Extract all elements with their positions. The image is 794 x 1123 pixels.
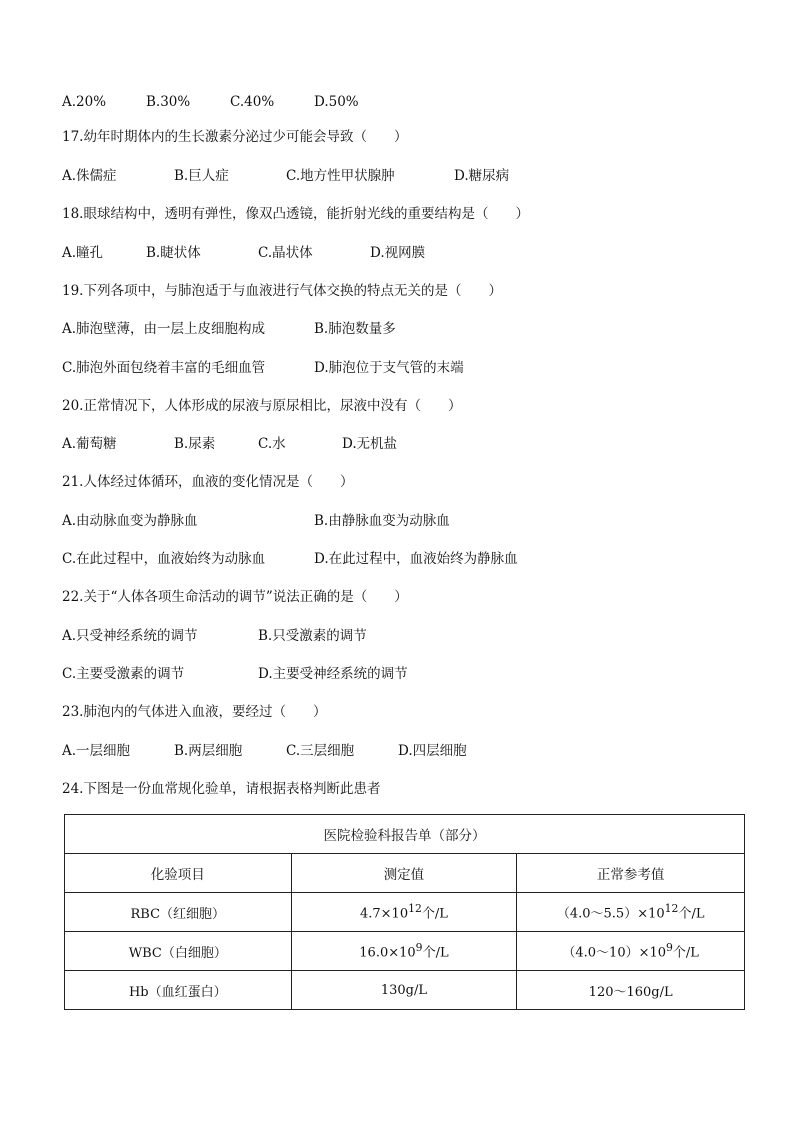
row-hb-ref: 120～160g/L [517,971,745,1010]
row-rbc-item: RBC（红细胞） [65,893,292,932]
q16-option-b[interactable]: B.30% [146,94,191,110]
q21-stem: 21.人体经过体循环，血液的变化情况是（ ） [62,474,354,490]
rbc-measured-unit: 个/L [421,906,448,922]
q21-option-b[interactable]: B.由静脉血变为动脉血 [314,513,450,529]
q18-option-b[interactable]: B.睫状体 [146,245,201,261]
q16-option-a[interactable]: A.20% [62,94,107,110]
q20-option-b[interactable]: B.尿素 [174,436,216,452]
table-row [65,932,745,971]
table-title-row [65,815,745,854]
q20-stem: 20.正常情况下，人体形成的尿液与原尿相比，尿液中没有（ ） [62,398,462,414]
q23-option-c[interactable]: C.三层细胞 [286,743,355,759]
q22-option-b[interactable]: B.只受激素的调节 [258,628,367,644]
row-wbc-measured [291,932,517,971]
q20-option-d[interactable]: D.无机盐 [342,436,398,452]
rbc-ref-exp: 12 [664,902,679,916]
table-header-row [65,854,745,893]
q22-stem: 22.关于“人体各项生命活动的调节”说法正确的是（ ） [62,589,408,605]
q19-option-d[interactable]: D.肺泡位于支气管的末端 [314,360,464,376]
q20-option-c[interactable]: C.水 [258,436,286,452]
row-wbc-item: WBC（白细胞） [65,932,292,971]
q16-option-d[interactable]: D.50% [314,94,359,110]
q21-option-a[interactable]: A.由动脉血变为静脉血 [62,513,198,529]
q19-option-a[interactable]: A.肺泡壁薄，由一层上皮细胞构成 [62,321,266,337]
rbc-ref-unit: 个/L [678,906,705,922]
row-hb-measured: 130g/L [291,971,517,1010]
row-rbc-measured [291,893,517,932]
header-item: 化验项目 [65,854,292,893]
q21-option-c[interactable]: C.在此过程中，血液始终为动脉血 [62,551,266,567]
q23-option-a[interactable]: A.一层细胞 [62,743,131,759]
wbc-ref-base: （4.0～10）×10 [562,945,667,961]
rbc-measured-exp: 12 [408,902,422,916]
rbc-measured-base: 4.7×10 [359,906,409,922]
wbc-measured-unit: 个/L [422,945,449,961]
q23-option-d[interactable]: D.四层细胞 [398,743,467,759]
report-title: 医院检验科报告单（部分） [65,815,745,854]
q16-option-c[interactable]: C.40% [230,94,275,110]
row-wbc-ref [517,932,745,971]
q17-option-a[interactable]: A.侏儒症 [62,168,117,184]
q18-option-c[interactable]: C.晶状体 [258,245,313,261]
q17-stem: 17.幼年时期体内的生长激素分泌过少可能会导致（ ） [62,129,408,145]
wbc-measured-exp: 9 [415,941,423,955]
q19-option-b[interactable]: B.肺泡数量多 [314,321,396,337]
wbc-ref-exp: 9 [666,941,673,955]
wbc-measured-base: 16.0×10 [359,945,416,961]
q18-stem: 18.眼球结构中，透明有弹性，像双凸透镜，能折射光线的重要结构是（ ） [62,206,529,222]
q19-stem: 19.下列各项中，与肺泡适于与血液进行气体交换的特点无关的是（ ） [62,283,502,299]
q18-option-a[interactable]: A.瞳孔 [62,245,104,261]
q23-option-b[interactable]: B.两层细胞 [174,743,243,759]
q22-option-d[interactable]: D.主要受神经系统的调节 [258,666,408,682]
q22-option-a[interactable]: A.只受神经系统的调节 [62,628,198,644]
q22-option-c[interactable]: C.主要受激素的调节 [62,666,185,682]
wbc-ref-unit: 个/L [672,945,699,961]
rbc-ref-base: （4.0～5.5）×10 [556,906,665,922]
q24-stem: 24.下图是一份血常规化验单，请根据表格判断此患者 [62,781,381,797]
row-hb-item: Hb（血红蛋白） [65,971,292,1010]
table-row [65,893,745,932]
q23-stem: 23.肺泡内的气体进入血液，要经过（ ） [62,704,327,720]
q20-option-a[interactable]: A.葡萄糖 [62,436,117,452]
table-row [65,971,745,1010]
q17-option-d[interactable]: D.糖尿病 [454,168,510,184]
q19-option-c[interactable]: C.肺泡外面包绕着丰富的毛细血管 [62,360,266,376]
row-rbc-ref [517,893,745,932]
lab-report-table [64,814,745,1010]
header-measured: 测定值 [291,854,517,893]
q17-option-c[interactable]: C.地方性甲状腺肿 [286,168,395,184]
header-reference: 正常参考值 [517,854,745,893]
q17-option-b[interactable]: B.巨人症 [174,168,229,184]
q21-option-d[interactable]: D.在此过程中，血液始终为静脉血 [314,551,518,567]
q18-option-d[interactable]: D.视网膜 [370,245,426,261]
